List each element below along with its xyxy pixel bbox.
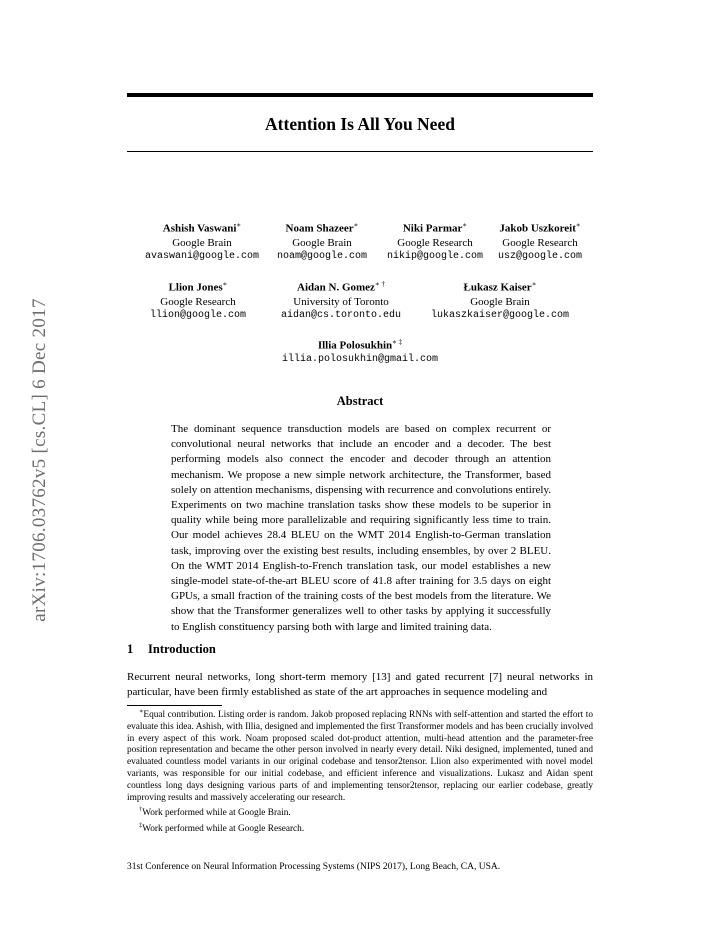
paper-title: Attention Is All You Need [265,114,455,134]
author-block [420,277,580,323]
author-email: llion@google.com [149,309,246,321]
author-email: illia.polosukhin@gmail.com [281,353,439,365]
author-name: Łukasz Kaiser∗ [463,280,537,294]
author-name: Illia Polosukhin∗ ‡ [317,338,403,352]
author-affiliation: Google Brain [292,236,352,249]
footnote: ‡Work performed while at Google Research. [139,822,305,835]
author-affiliation: Google Brain [470,295,530,308]
author-email: nikip@google.com [386,250,483,262]
author-block [475,218,605,264]
author-block [137,218,267,264]
footnote: ∗Equal contribution. Listing order is random. Jakob proposed replacing RNNs with self-attention and started the effort to evaluate this idea. Ashish, with Illia, designed and implemented the first Transformer models and has been crucially involved in every aspect of this work. Noam proposed scaled dot-product attention, multi-head attention and the parameter-free position representation and became the other person involved in nearly every detail. Niki designed, implemented, tuned and evaluated countless model variants in our original codebase and tensor2tensor. Llion also experimented with novel model variants, was responsible for our initial codebase, and efficient inference and visualizations. Lukasz and Aidan spent countless long days designing various parts of and implementing tensor2tensor, replacing our earlier codebase, greatly improving results and massively accelerating our research. [127,708,593,803]
author-name: Ashish Vaswani∗ [162,221,242,235]
arxiv-identifier: arXiv:1706.03762v5 [cs.CL] 6 Dec 2017 [29,298,50,622]
title-top-rule [127,93,593,97]
conference-note: 31st Conference on Neural Information Processing Systems (NIPS 2017), Long Beach, CA, USA. [127,862,501,872]
author-name: Noam Shazeer∗ [285,221,359,235]
section-title: Introduction [148,642,216,656]
title-bottom-rule [127,151,593,152]
footnote: †Work performed while at Google Brain. [139,806,291,819]
author-email: noam@google.com [276,250,367,262]
author-name: Aidan N. Gomez∗ † [297,280,385,294]
section-heading-introduction [127,642,216,657]
section-number: 1 [127,642,134,656]
author-name: Niki Parmar∗ [402,221,468,235]
author-affiliation: Google Brain [172,236,232,249]
arxiv-sidebar [20,255,60,665]
author-block [257,218,387,264]
author-email: aidan@cs.toronto.edu [280,309,402,321]
author-name: Llion Jones∗ [168,280,228,294]
author-affiliation: Google Research [397,236,473,249]
author-block [270,335,450,367]
author-name: Jakob Uszkoreit∗ [499,221,581,235]
footnotes [127,706,593,836]
abstract-text: The dominant sequence transduction models are based on complex recurrent or convolutional neural networks that include an encoder and a decoder. The best performing models also connect the encoder and decoder through an attention mechanism. We propose a new simple network architecture, the Transformer, based solely on attention mechanisms, dispensing with recurrence and convolutions entirely. Experiments on two machine translation tasks show these models to be superior in quality while being more parallelizable and requiring significantly less time to train. Our model achieves 28.4 BLEU on the WMT 2014 English-to-German translation task, improving over the existing best results, including ensembles, by over 2 BLEU. On the WMT 2014 English-to-French translation task, our model establishes a new single-model state-of-the-art BLEU score of 41.8 after training for 3.5 days on eight GPUs, a small fraction of the training costs of the best models from the literature. We show that the Transformer generalizes well to other tasks by applying it successfully to English constituency parsing both with large and limited training data. [171,423,551,633]
author-email: lukaszkaiser@google.com [430,309,570,321]
author-affiliation: Google Research [502,236,578,249]
introduction-text: Recurrent neural networks, long short-term memory [13] and gated recurrent [7] neural networks in particular, have been firmly established as state of the art approaches in sequence modeling and [127,671,593,699]
author-block [133,277,263,323]
author-affiliation: Google Research [160,295,236,308]
abstract-heading: Abstract [336,394,384,408]
author-affiliation: University of Toronto [293,295,389,308]
author-block [266,277,416,323]
author-email: usz@google.com [497,250,582,262]
author-email: avaswani@google.com [144,250,260,262]
